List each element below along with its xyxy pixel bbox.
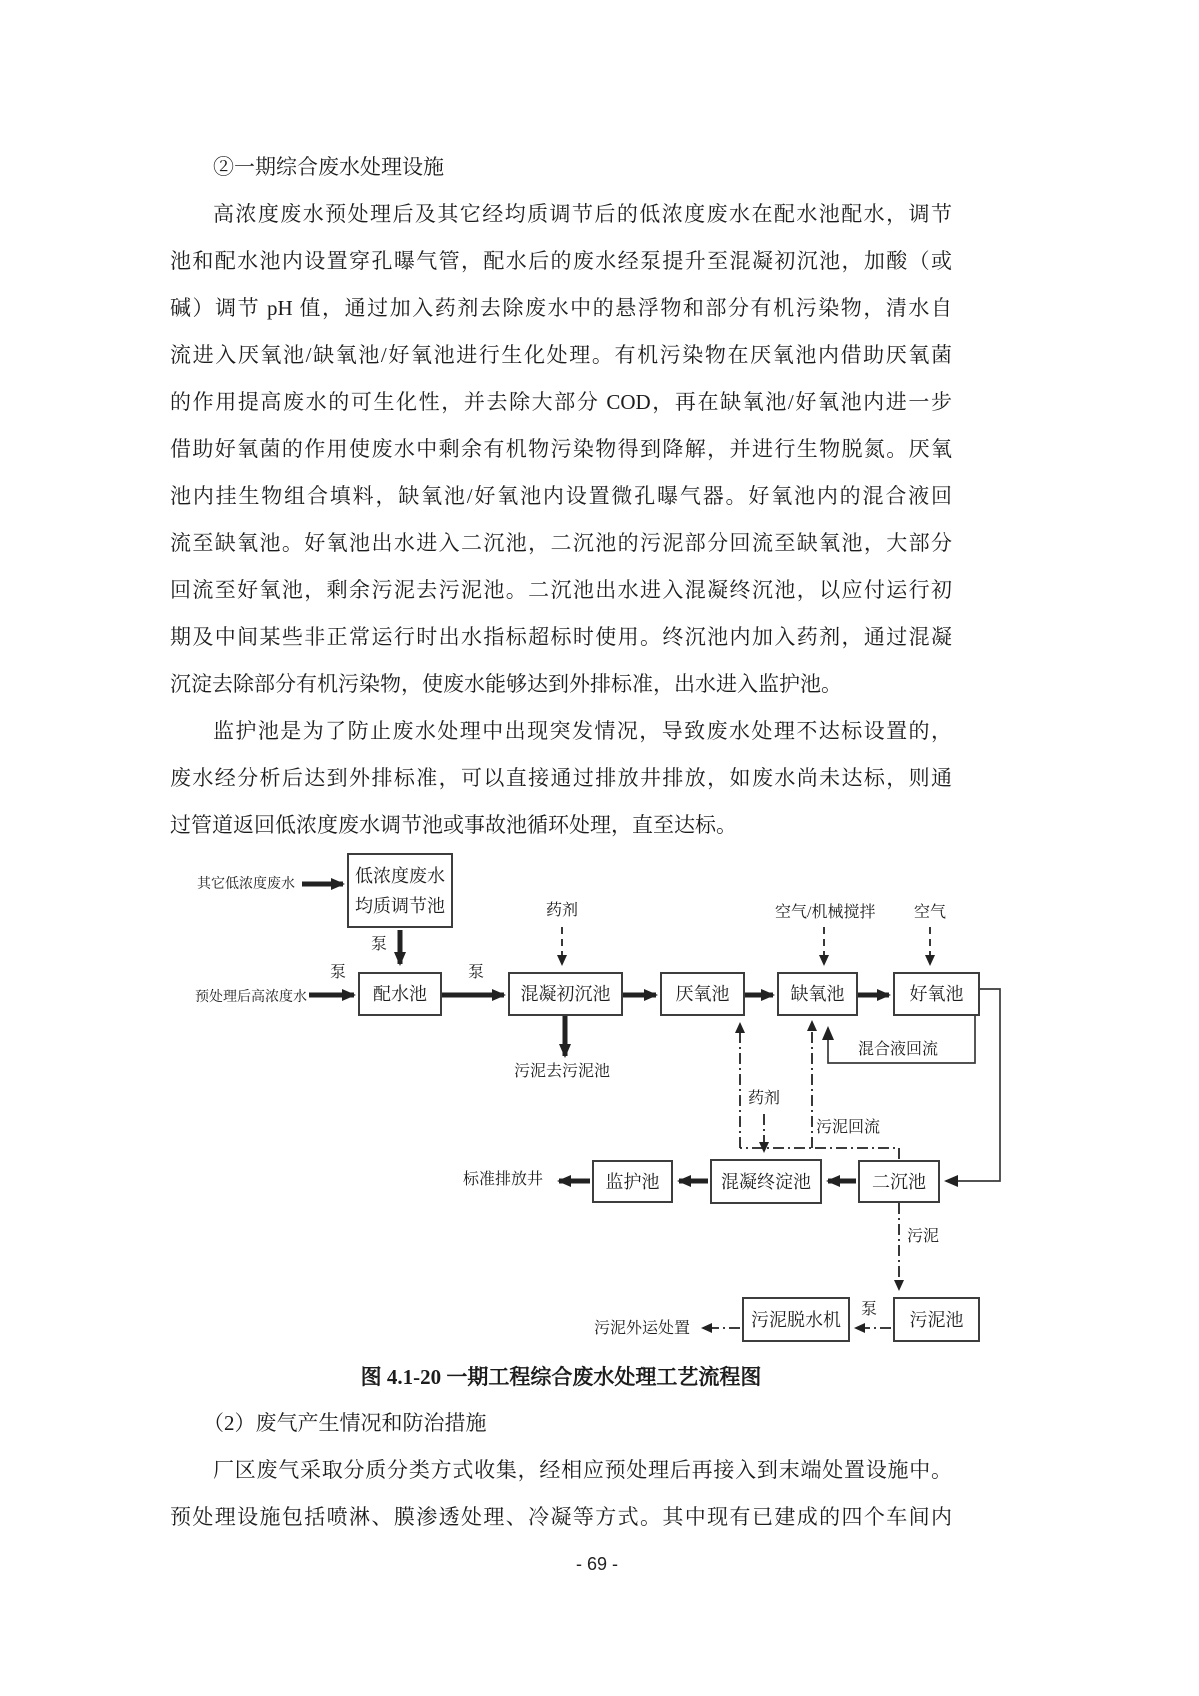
box-secondary-sedimentation-tank: 二沉池 (858, 1160, 940, 1203)
label-agent-top: 药剂 (546, 902, 579, 919)
paragraph-line: 期及中间某些非正常运行时出水指标超标时使用。终沉池内加入药剂，通过混凝 (170, 625, 952, 649)
box-initial-sedimentation-tank: 混凝初沉池 (508, 972, 623, 1016)
box-final-sedimentation-tank: 混凝终淀池 (710, 1159, 822, 1204)
box-monitoring-tank: 监护池 (592, 1160, 673, 1203)
label-sludge-return: 污泥回流 (816, 1119, 881, 1136)
paragraph-line: 流至缺氧池。好氧池出水进入二沉池，二沉池的污泥部分回流至缺氧池，大部分 (170, 531, 952, 555)
paragraph-line: 池内挂生物组合填料，缺氧池/好氧池内设置微孔曝气器。好氧池内的混合液回 (170, 484, 952, 508)
label-other-low-wastewater: 其它低浓度废水 (197, 877, 295, 892)
box-anaerobic-tank: 厌氧池 (660, 972, 745, 1016)
paragraph-line: 监护池是为了防止废水处理中出现突发情况，导致废水处理不达标设置的， (213, 719, 952, 743)
lower-text-block (170, 1400, 952, 1541)
label-pump-2: 泵 (371, 936, 388, 953)
box-anoxic-tank: 缺氧池 (777, 972, 858, 1016)
label-sludge: 污泥 (907, 1228, 940, 1245)
label-pump-4: 泵 (861, 1301, 878, 1318)
box-adjust-tank: 低浓度废水均质调节池 (347, 853, 453, 928)
box-sludge-dewatering-machine: 污泥脱水机 (742, 1297, 850, 1342)
page-number: - 69 - (575, 1554, 618, 1574)
paragraph-line: 预处理设施包括喷淋、膜渗透处理、冷凝等方式。其中现有已建成的四个车间内 (170, 1505, 952, 1529)
section-heading: ②一期综合废水处理设施 (213, 155, 444, 179)
box-distribution-tank: 配水池 (358, 972, 442, 1016)
figure-caption: 图 4.1-20 一期工程综合废水处理工艺流程图 (360, 1365, 762, 1389)
paragraph-line: 的作用提高废水的可生化性，并去除大部分 COD，再在缺氧池/好氧池内进一步 (170, 390, 952, 414)
box-aerobic-tank: 好氧池 (893, 972, 980, 1016)
paragraph-line: 流进入厌氧池/缺氧池/好氧池进行生化处理。有机污染物在厌氧池内借助厌氧菌 (170, 343, 952, 367)
label-pretreated-high-wastewater: 预处理后高浓度水 (195, 990, 307, 1005)
paragraph-line: 沉淀去除部分有机污染物，使废水能够达到外排标准，出水进入监护池。 (170, 672, 842, 696)
label-mixed-liquor-return: 混合液回流 (858, 1041, 939, 1058)
paragraph-line: 过管道返回低浓度废水调节池或事故池循环处理，直至达标。 (170, 813, 737, 837)
box-sludge-tank: 污泥池 (893, 1297, 980, 1342)
paragraph-line: 回流至好氧池，剩余污泥去污泥池。二沉池出水进入混凝终沉池，以应付运行初 (170, 578, 952, 602)
label-pump-1: 泵 (330, 964, 347, 981)
main-text-block (170, 144, 952, 849)
label-agent-mid: 药剂 (748, 1090, 781, 1107)
sub-heading: （2）废气产生情况和防治措施 (203, 1411, 487, 1435)
paragraph-line: 碱）调节 pH 值，通过加入药剂去除废水中的悬浮物和部分有机污染物，清水自 (170, 296, 952, 320)
label-sludge-to-sludge-tank: 污泥去污泥池 (514, 1063, 611, 1080)
paragraph-line: 废水经分析后达到外排标准，可以直接通过排放井排放，如废水尚未达标，则通 (170, 766, 952, 790)
paragraph-line: 厂区废气采取分质分类方式收集，经相应预处理后再接入到末端处置设施中。 (213, 1458, 952, 1482)
label-air: 空气 (914, 904, 947, 921)
paragraph-line: 高浓度废水预处理后及其它经均质调节后的低浓度废水在配水池配水，调节 (213, 202, 952, 226)
label-standard-discharge-well: 标准排放井 (463, 1171, 544, 1188)
label-sludge-disposal: 污泥外运处置 (594, 1320, 691, 1337)
paragraph-line: 借助好氧菌的作用使废水中剩余有机物污染物得到降解，并进行生物脱氮。厌氧 (170, 437, 952, 461)
label-pump-3: 泵 (468, 964, 485, 981)
paragraph-line: 池和配水池内设置穿孔曝气管，配水后的废水经泵提升至混凝初沉池，加酸（或 (170, 249, 952, 273)
label-air-mechanical-mix: 空气/机械搅拌 (775, 904, 876, 921)
